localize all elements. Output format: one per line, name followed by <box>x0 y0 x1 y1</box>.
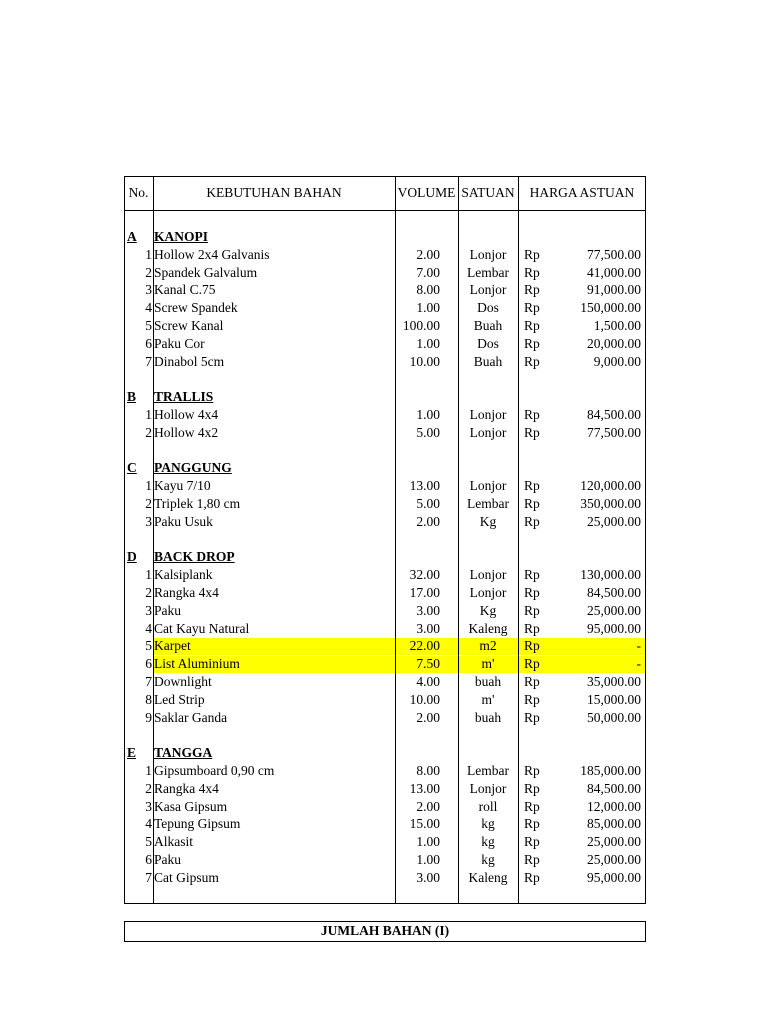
item-unit: Buah <box>473 318 503 333</box>
materials-table <box>124 176 646 942</box>
item-price: 95,000.00 <box>587 620 641 636</box>
item-no: 7 <box>145 674 152 689</box>
section-title: KANOPI <box>154 229 208 244</box>
item-volume: 1.00 <box>416 300 440 316</box>
item-volume: 5.00 <box>416 424 440 440</box>
section-letter: A <box>127 229 137 244</box>
total-label: JUMLAH BAHAN (I) <box>320 923 450 938</box>
item-name: Saklar Ganda <box>154 709 228 725</box>
section-letter: E <box>127 745 137 761</box>
col-border-no <box>153 176 154 903</box>
item-volume: 1.00 <box>416 852 440 867</box>
item-currency: Rp <box>524 638 540 654</box>
item-no: 3 <box>145 602 152 618</box>
item-no: 3 <box>145 798 152 814</box>
item-name: Hollow 2x4 Galvanis <box>154 246 270 262</box>
item-currency: Rp <box>524 335 540 351</box>
item-price: 25,000.00 <box>587 852 641 867</box>
item-volume: 1.00 <box>416 407 440 422</box>
item-volume: 1.00 <box>416 335 440 351</box>
header-bottom-border <box>124 210 646 211</box>
item-volume: 2.00 <box>416 513 440 529</box>
item-volume: 13.00 <box>409 478 440 494</box>
item-price: 77,500.00 <box>587 246 641 262</box>
item-currency: Rp <box>524 353 540 369</box>
item-no: 2 <box>145 264 152 280</box>
item-unit: m' <box>481 691 495 707</box>
item-name: List Aluminium <box>154 656 240 672</box>
item-price: 12,000.00 <box>587 798 641 814</box>
item-volume: 100.00 <box>402 318 440 333</box>
item-name: Paku Cor <box>154 335 205 351</box>
item-no: 3 <box>145 513 152 529</box>
item-name: Cat Gipsum <box>154 869 219 885</box>
section-letter: D <box>127 549 137 565</box>
header-item: KEBUTUHAN BAHAN <box>206 185 342 200</box>
item-name: Spandek Galvalum <box>154 264 258 280</box>
item-price: 9,000.00 <box>593 353 641 369</box>
col-border-left <box>124 176 125 903</box>
item-volume: 3.00 <box>416 602 440 618</box>
item-currency: Rp <box>524 869 540 885</box>
item-unit: Kg <box>479 602 497 618</box>
item-currency: Rp <box>524 620 540 636</box>
item-volume: 3.00 <box>416 869 440 885</box>
item-name: Tepung Gipsum <box>154 816 241 832</box>
item-volume: 4.00 <box>416 674 440 689</box>
item-no: 8 <box>145 691 152 707</box>
item-price: - <box>636 656 641 672</box>
item-unit: Buah <box>473 353 503 369</box>
header-no: No. <box>128 185 149 200</box>
item-price: 185,000.00 <box>580 763 641 778</box>
item-price: 85,000.00 <box>587 816 641 832</box>
item-unit: Lonjor <box>469 780 507 796</box>
item-currency: Rp <box>524 282 540 298</box>
col-border-right <box>645 176 646 903</box>
item-volume: 22.00 <box>409 638 440 654</box>
item-name: Screw Spandek <box>154 300 238 316</box>
section-title: TANGGA <box>154 745 213 761</box>
item-price: 120,000.00 <box>580 478 641 494</box>
item-no: 5 <box>145 318 152 333</box>
header-unit: SATUAN <box>461 185 515 200</box>
item-unit: buah <box>474 709 502 725</box>
item-unit: Lembar <box>467 763 509 778</box>
item-currency: Rp <box>524 763 540 778</box>
item-no: 4 <box>145 816 152 832</box>
header-price: HARGA ASTUAN <box>529 185 635 200</box>
item-name: Paku <box>154 852 181 867</box>
item-volume: 1.00 <box>416 834 440 850</box>
item-price: 41,000.00 <box>587 264 641 280</box>
item-unit: Lonjor <box>469 585 507 600</box>
item-unit: Lembar <box>467 496 509 511</box>
item-name: Screw Kanal <box>154 318 224 333</box>
item-no: 2 <box>145 424 152 440</box>
item-price: 84,500.00 <box>587 407 641 422</box>
item-currency: Rp <box>524 656 540 672</box>
item-price: 130,000.00 <box>580 567 641 583</box>
item-no: 4 <box>145 300 152 316</box>
body-bottom-border <box>124 903 646 904</box>
item-no: 7 <box>145 869 152 885</box>
section-title: BACK DROP <box>154 549 235 565</box>
item-volume: 2.00 <box>416 246 440 262</box>
item-unit: Lonjor <box>469 478 507 494</box>
item-price: 84,500.00 <box>587 585 641 600</box>
item-name: Rangka 4x4 <box>154 585 219 600</box>
item-volume: 15.00 <box>409 816 440 832</box>
item-price: 25,000.00 <box>587 602 641 618</box>
item-currency: Rp <box>524 567 540 583</box>
item-volume: 5.00 <box>416 496 440 511</box>
item-unit: Lonjor <box>469 424 507 440</box>
item-price: 150,000.00 <box>580 300 641 316</box>
item-unit: Lembar <box>467 264 509 280</box>
item-no: 1 <box>145 478 152 494</box>
item-volume: 8.00 <box>416 763 440 778</box>
item-volume: 3.00 <box>416 620 440 636</box>
item-unit: Dos <box>477 300 499 316</box>
item-volume: 2.00 <box>416 709 440 725</box>
item-name: Kayu 7/10 <box>154 478 211 494</box>
item-currency: Rp <box>524 709 540 725</box>
item-volume: 7.50 <box>416 656 440 672</box>
item-unit: kg <box>481 852 495 867</box>
item-currency: Rp <box>524 834 540 850</box>
item-price: 1,500.00 <box>593 318 641 333</box>
item-price: 50,000.00 <box>587 709 641 725</box>
item-price: 77,500.00 <box>587 424 641 440</box>
item-name: Kasa Gipsum <box>154 798 228 814</box>
item-price: 35,000.00 <box>587 674 641 689</box>
item-currency: Rp <box>524 691 540 707</box>
item-unit: Kg <box>479 513 497 529</box>
item-volume: 13.00 <box>409 780 440 796</box>
item-currency: Rp <box>524 780 540 796</box>
item-name: Rangka 4x4 <box>154 780 219 796</box>
item-volume: 17.00 <box>409 585 440 600</box>
item-no: 6 <box>145 656 152 672</box>
col-border-item <box>395 176 396 903</box>
item-currency: Rp <box>524 424 540 440</box>
item-currency: Rp <box>524 585 540 600</box>
item-name: Downlight <box>154 674 212 689</box>
section-title: PANGGUNG <box>154 460 232 476</box>
item-currency: Rp <box>524 496 540 511</box>
item-name: Karpet <box>154 638 191 654</box>
item-name: Dinabol 5cm <box>154 353 225 369</box>
item-no: 2 <box>145 496 152 511</box>
item-no: 2 <box>145 780 152 796</box>
item-no: 6 <box>145 852 152 867</box>
item-price: 25,000.00 <box>587 513 641 529</box>
item-volume: 2.00 <box>416 798 440 814</box>
item-name: Kalsiplank <box>154 567 213 583</box>
item-price: 91,000.00 <box>587 282 641 298</box>
item-name: Paku Usuk <box>154 513 213 529</box>
item-unit: Kaleng <box>468 869 508 885</box>
section-letter: C <box>127 460 137 476</box>
item-no: 6 <box>145 335 152 351</box>
item-volume: 8.00 <box>416 282 440 298</box>
item-name: Paku <box>154 602 181 618</box>
item-price: 84,500.00 <box>587 780 641 796</box>
item-volume: 7.00 <box>416 264 440 280</box>
item-no: 1 <box>145 246 152 262</box>
item-name: Kanal C.75 <box>154 282 216 298</box>
item-name: Hollow 4x4 <box>154 407 219 422</box>
item-name: Triplek 1,80 cm <box>154 496 241 511</box>
item-unit: buah <box>474 674 502 689</box>
item-price: 350,000.00 <box>580 496 641 511</box>
item-unit: Lonjor <box>469 282 507 298</box>
section-title: TRALLIS <box>154 389 214 405</box>
item-name: Led Strip <box>154 691 205 707</box>
item-price: 95,000.00 <box>587 869 641 885</box>
col-border-unit <box>518 176 519 903</box>
item-currency: Rp <box>524 318 540 333</box>
item-unit: kg <box>481 834 495 850</box>
item-name: Cat Kayu Natural <box>154 620 250 636</box>
item-no: 5 <box>145 638 152 654</box>
item-volume: 10.00 <box>409 353 440 369</box>
item-price: 25,000.00 <box>587 834 641 850</box>
item-currency: Rp <box>524 264 540 280</box>
item-currency: Rp <box>524 407 540 422</box>
item-unit: Kaleng <box>468 620 508 636</box>
item-currency: Rp <box>524 674 540 689</box>
item-unit: Lonjor <box>469 246 507 262</box>
item-unit: Lonjor <box>469 567 507 583</box>
header-volume: VOLUME <box>397 185 456 200</box>
item-name: Alkasit <box>154 834 193 850</box>
col-border-volume <box>458 176 459 903</box>
item-unit: roll <box>478 798 498 814</box>
item-currency: Rp <box>524 246 540 262</box>
item-currency: Rp <box>524 798 540 814</box>
item-price: 15,000.00 <box>587 691 641 707</box>
item-no: 1 <box>145 407 152 422</box>
item-unit: kg <box>481 816 495 832</box>
item-name: Hollow 4x2 <box>154 424 219 440</box>
item-unit: Lonjor <box>469 407 507 422</box>
item-no: 7 <box>145 353 152 369</box>
item-unit: m2 <box>479 638 497 654</box>
item-no: 5 <box>145 834 152 850</box>
item-currency: Rp <box>524 816 540 832</box>
item-currency: Rp <box>524 852 540 867</box>
item-no: 1 <box>145 763 152 778</box>
item-price: - <box>636 638 641 654</box>
item-no: 2 <box>145 585 152 600</box>
item-no: 3 <box>145 282 152 298</box>
item-unit: m' <box>481 656 495 672</box>
item-currency: Rp <box>524 478 540 494</box>
item-volume: 10.00 <box>409 691 440 707</box>
item-price: 20,000.00 <box>587 335 641 351</box>
total-bottom-border <box>124 941 646 942</box>
item-no: 4 <box>145 620 152 636</box>
item-unit: Dos <box>477 335 499 351</box>
item-name: Gipsumboard 0,90 cm <box>154 763 275 778</box>
item-currency: Rp <box>524 300 540 316</box>
item-volume: 32.00 <box>409 567 440 583</box>
item-currency: Rp <box>524 602 540 618</box>
item-no: 9 <box>145 709 152 725</box>
section-letter: B <box>127 389 137 405</box>
item-no: 1 <box>145 567 152 583</box>
item-currency: Rp <box>524 513 540 529</box>
